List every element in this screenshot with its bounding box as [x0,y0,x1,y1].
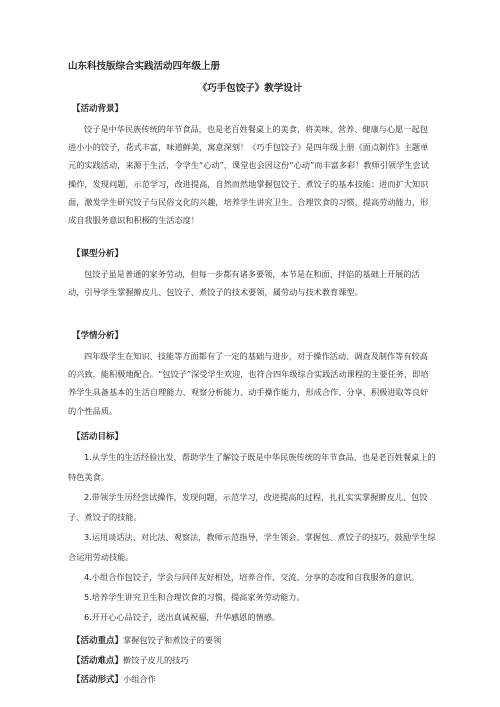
goal-item-4: 4.小组合作包饺子，学会与同伴友好相处，培养合作、交流、分享的态度和自我服务的意识。 [84,572,420,582]
goal-item-3: 3.运用谈话法、对比法、观察法，教师示范指导，学生领会、掌握包、煮饺子的技巧，鼓励学生综合运用劳动技能。 [68,532,436,562]
heading-background: 【活动背景】 [72,104,124,114]
form-line [72,673,156,685]
background-text [68,120,436,229]
goal-item-1: 1.从学生的生活经验出发，帮助学生了解饺子既是中华民族传统的年节食品，也是老百姓餐桌上的特色美食。 [68,452,436,482]
heading-student-analysis: 【学情分析】 [72,331,124,341]
student-analysis-text [68,347,436,420]
goal-item-6: 6.开开心心品饺子，送出真诚祝福，升华感恩的情感。 [84,612,281,622]
document-title: 《巧手包饺子》教学设计 [197,83,303,94]
heading-course-analysis: 【课型分析】 [72,249,124,259]
student-analysis-paragraph: 四年级学生在知识、技能等方面都有了一定的基础与进步，对于操作活动、调查及制作等有较高的兴致，能积极地配合。“包饺子”深受学生欢迎，也符合四年级综合实践活动课程的主要任务，即培养学生具备基本的生活自理能力、观察分析能力、动手操作能力，形成合作、分享、积极进取等良好的个性品质。 [68,351,429,416]
difficulty-text: 擀饺子皮儿的技巧 [123,655,189,665]
textbook-series: 山东科技版综合实践活动四年级上册 [68,61,221,72]
heading-goals: 【活动目标】 [72,432,124,442]
course-analysis-text [68,265,436,301]
key-point-line [72,634,221,646]
difficulty-line [72,654,189,666]
heading-form: 【活动形式】 [72,675,124,685]
form-text: 小组合作 [123,674,156,684]
goal-item-5: 5.培养学生讲究卫生和合理饮食的习惯，提高家务劳动能力。 [84,592,305,602]
goal-item-2: 2.带领学生历经尝试操作，发现问题，示范学习，改进提高的过程，扎扎实实掌握擀皮儿、包饺子、煮饺子的技能。 [68,492,428,522]
key-point-text: 掌握包饺子和煮饺子的要领 [123,635,222,645]
heading-key-point: 【活动重点】 [72,636,124,646]
course-analysis-paragraph: 包饺子虽是普通的家务劳动，但每一步都有诸多要领，本节是在和面、拌馅的基础上开展的活动，引导学生掌握擀皮儿、包饺子、煮饺子的技术要领，属劳动与技术教育课型。 [68,269,420,298]
heading-difficulty: 【活动难点】 [72,656,124,666]
background-paragraph: 饺子是中华民族传统的年节食品，也是老百姓餐桌上的美食，将美味、营养、健康与心愿一起包进小小的饺子，花式丰富，味道鲜美，寓意深刻！《巧手包饺子》是四年级上册《面点制作》主题单元的实践活动，来源于生活，令学生“心动”，课堂也会因这份“心动”而丰富多彩！教师引领学生尝试操作，发现问题，示范学习，改进提高，自然而然地掌握包饺子、煮饺子的基本技能；进而扩大知识面，激发学生研究饺子与民俗文化的兴趣，培养学生讲究卫生、合理饮食的习惯，提高劳动能力，形成自我服务意识和积极的生活态度！ [68,124,429,226]
